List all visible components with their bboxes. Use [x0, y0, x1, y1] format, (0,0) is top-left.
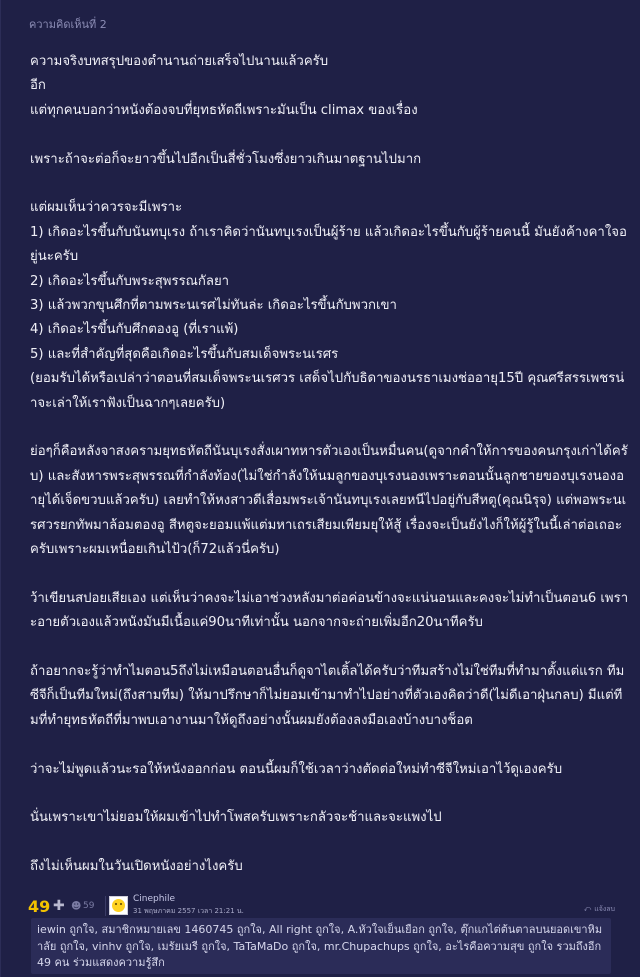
avatar[interactable]	[109, 896, 128, 915]
comment-line: ว้าเขียนสปอยเสียเอง แต่เห็นว่าคงจะไม่เอาช่วงหลังมาต่อค่อนข้างจะแน่นอนและคงจะไม่ทำเป็นตอน6 เพราะอายตัวเองแล้วหนังมันมีเนื้อแค่90นาทีเท่านั้น นอกจากจะถ่ายเพิ่มอีก20นาทีครับ	[30, 590, 629, 631]
paragraph-gap	[30, 636, 630, 660]
comment-line: 3) แล้วพวกขุนศึกที่ตามพระนเรศไม่ทันล่ะ เกิดอะไรขึ้นกับพวกเขา	[30, 298, 397, 314]
comment-body	[30, 50, 630, 880]
comment-number-label: ความคิดเห็นที่ 2	[29, 18, 107, 31]
comment-line: ถ้าอยากจะรู้ว่าทำไมตอน5ถึงไม่เหมือนตอนอื่นก็ดูจาไตเติ้ลได้ครับว่าทีมสร้างไม่ใช่ทีมที่ทำมาตั้งแต่แรก ทีมซีจีก็เป็นทีมใหม่(ถึงสามทีม) ให้มาปรึกษาก็ไม่ยอมเข้ามาทำไปอย่างที่ตัวเองคิดว่าดี(ไม่ดีเอาฝุ่นกลบ) มีแต่ทีมที่ทำยุทธหัตถีที่มาพบเอางานมาให้ดูถึงอย่างนั้นผมยังต้องลงมือเองบ้างบางช็อต	[30, 664, 625, 728]
vote-score: 49	[28, 897, 51, 916]
report-icon: ⤺	[583, 905, 592, 913]
paragraph-gap	[30, 416, 630, 440]
paragraph-gap	[30, 123, 630, 147]
report-label: แจ้งลบ	[594, 905, 615, 913]
paragraph-gap	[30, 831, 630, 855]
username-link[interactable]: Cinephile	[133, 894, 175, 904]
emotion-count: 59	[83, 901, 95, 911]
plus-icon[interactable]: ✚	[53, 898, 65, 914]
likers-list[interactable]: iewin ถูกใจ, สมาชิกหมายเลข 1460745 ถูกใจ, All right ถูกใจ, A.หัวใจเย็นเยือก ถูกใจ, ตุ๊กแกไต่ต้นตาลบนยอดเขาหิมาลัย ถูกใจ, vinhv ถูกใจ, เมรัยเมรี ถูกใจ, TaTaMaDo ถูกใจ, mr.Chupachups ถูกใจ, อะไรคือความสุข ถูกใจ รวมถึงอีก 49 คน ร่วมแสดงความรู้สึก	[31, 918, 611, 974]
comment-line: แต่ทุกคนบอกว่าหนังต้องจบที่ยุทธหัตถีเพราะมันเป็น climax ของเรื่อง	[30, 102, 418, 118]
footer-divider	[105, 896, 106, 916]
comment-line: 5) และที่สำคัญที่สุดคือเกิดอะไรขึ้นกับสมเด็จพระนเรศร	[30, 346, 339, 362]
comment-line: (ยอมรับได้หรือเปล่าว่าตอนที่สมเด็จพระนเรศวร เสด็จไปกับธิดาของนรธาเมงช่ออายุ15ปี คุณศรีสรรเพชรน่าจะเล่าให้เราฟังเป็นฉากๆเลยครับ)	[30, 371, 625, 411]
comment-line: แต่ผมเห็นว่าควรจะมีเพราะ	[30, 200, 183, 216]
comment-footer	[25, 893, 617, 917]
comment-line: นั่นเพราะเขาไม่ยอมให้ผมเข้าไปทำโพสครับเพราะกลัวจะช้าและจะแพงไป	[30, 810, 442, 826]
comment-line: 4) เกิดอะไรขึ้นกับศึกตองอู (ที่เราแพ้)	[30, 322, 239, 338]
report-button[interactable]	[584, 904, 615, 915]
comment-line: ว่าจะไม่พูดแล้วนะรอให้หนังออกก่อน ตอนนี้ผมก็ใช้เวลาว่างตัดต่อใหม่ทำซีจีใหม่เอาไว้ดูเองครับ	[30, 761, 563, 777]
comment-line: ย่อๆก็คือหลังจาสงครามยุทธหัตถีนันบุเรงสั่งเผาทหารตัวเองเป็นหมื่นคน(ดูจากคำให้การของคนกรุงเก่าได้ครับ) และสังหารพระสุพรรณที่กำลังท้อง(ไม่ใช่กำลังให้นมลูกของบุเรงนองเพราะตอนนั้นลูกชายของบุเรงนองอายุได้เจ็ดขวบแล้วครับ) เลยทำให้หงสาวดีเสื่อมพระเจ้านันทบุเรงเลยหนีไปอยู่กับสีหตู(คุณนิรุจ) แต่พอพระนเรศวรยกทัพมาล้อมตองอู สีหตูจะยอมแพ้แต่มหาเถรเสียมเพียมยุให้สู้ เรื่องจะเป็นยังไงก็ให้ผู้รู้ในนี้เล่าต่อเถอะครับเพราะผมเหนื่อยเกินไป้ว(ก็72แล้วนี่ครับ)	[30, 444, 628, 558]
smiley-icon	[112, 899, 125, 912]
comment-line: เพราะถ้าจะต่อก็จะยาวขึ้นไปอีกเป็นสี่ชั่วโมงซึ่งยาวเกินมาตฐานไปมาก	[30, 151, 422, 167]
comment-line: ถึงไม่เห็นผมในวันเปิดหนังอย่างไงครับ	[30, 859, 243, 875]
paragraph-gap	[30, 562, 630, 586]
comment-line: 1) เกิดอะไรขึ้นกับนันทบุเรง ถ้าเราคิดว่านันทบุเรงเป็นผู้ร้าย แล้วเกิดอะไรขึ้นกับผู้ร้ายคนนี้ มันยังค้างคาใจอยู่นะครับ	[30, 224, 627, 265]
comment-line: ความจริงบทสรุปของตำนานถ่ายเสร็จไปนานแล้วครับ	[30, 54, 329, 69]
emotion-icon[interactable]: ☻	[71, 901, 82, 912]
comment-line: 2) เกิดอะไรขึ้นกับพระสุพรรณกัลยา	[30, 273, 230, 289]
paragraph-gap	[30, 172, 630, 196]
comment-line: อีก	[30, 78, 46, 94]
paragraph-gap	[30, 733, 630, 757]
post-timestamp: 31 พฤษภาคม 2557 เวลา 21:21 น.	[133, 907, 244, 915]
paragraph-gap	[30, 782, 630, 806]
